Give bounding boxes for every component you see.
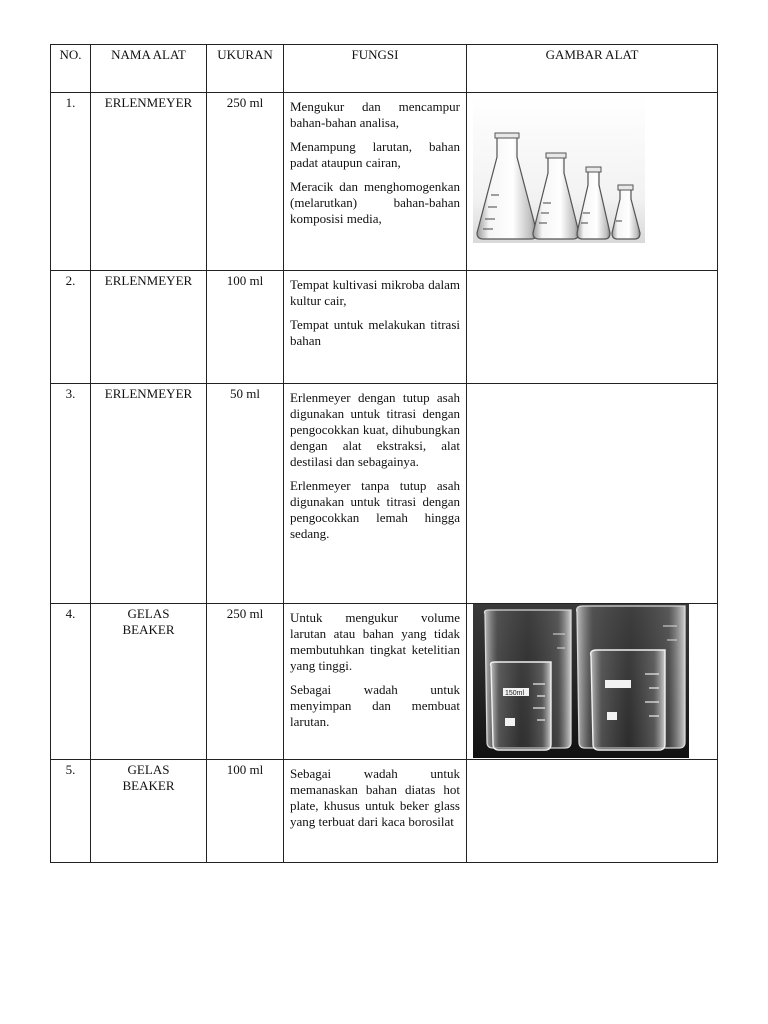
tool-size: 100 ml <box>206 271 283 383</box>
table-row <box>51 92 717 270</box>
function-text: Sebagai wadah untuk menyimpan dan membuat larutan. <box>290 682 460 729</box>
tool-name-line: GELAS <box>127 762 170 777</box>
tool-size: 250 ml <box>206 93 283 270</box>
tool-image-cell <box>466 93 717 270</box>
tool-function <box>283 271 466 383</box>
tool-function <box>283 760 466 862</box>
tool-name <box>90 604 206 759</box>
tool-function <box>283 604 466 759</box>
header-gambar-alat: GAMBAR ALAT <box>466 45 717 92</box>
tool-image-cell <box>466 271 717 383</box>
tool-name-line: GELAS <box>127 606 170 621</box>
row-number: 3. <box>65 386 76 401</box>
table-row <box>51 383 717 603</box>
tool-name: ERLENMEYER <box>90 271 206 383</box>
beaker-label-text: 150ml <box>505 690 525 697</box>
row-number: 4. <box>65 606 76 621</box>
function-text: Menampung larutan, bahan padat ataupun cairan, <box>290 139 460 170</box>
function-text: Untuk mengukur volume larutan atau bahan yang tidak membutuhkan tingkat ketelitian yang tinggi. <box>290 610 460 673</box>
tool-image-cell <box>466 760 717 862</box>
row-number: 1. <box>65 95 76 110</box>
tool-name: ERLENMEYER <box>90 384 206 603</box>
tool-image-cell <box>466 604 717 759</box>
table-row <box>51 270 717 383</box>
function-text: Erlenmeyer tanpa tutup asah digunakan untuk titrasi dengan pengocokkan lemah hingga sedang. <box>290 478 460 541</box>
header-no: NO. <box>59 47 82 62</box>
function-text: Sebagai wadah untuk memanaskan bahan diatas hot plate, khusus untuk beker glass yang terbuat dari kaca borosilat <box>290 766 460 829</box>
equipment-table <box>50 44 718 863</box>
tool-name: ERLENMEYER <box>90 93 206 270</box>
tool-size: 250 ml <box>206 604 283 759</box>
function-text: Mengukur dan mencampur bahan-bahan analisa, <box>290 99 460 130</box>
beaker-glasses-photo <box>473 604 689 758</box>
table-row <box>51 759 717 862</box>
tool-name <box>90 760 206 862</box>
tool-image-cell <box>466 384 717 603</box>
table-header-row <box>51 45 717 92</box>
row-number: 2. <box>65 273 76 288</box>
tool-name-line: BEAKER <box>122 778 175 793</box>
table-row <box>51 603 717 759</box>
function-text: Erlenmeyer dengan tutup asah digunakan untuk titrasi dengan pengocokkan kuat, dihubungkan dengan alat ekstraksi, alat destilasi dan sebagainya. <box>290 390 460 469</box>
erlenmeyer-flasks-photo <box>473 95 645 243</box>
function-text: Meracik dan menghomogenkan (melarutkan) bahan-bahan komposisi media, <box>290 179 460 226</box>
tool-name-line: BEAKER <box>122 622 175 637</box>
header-nama-alat: NAMA ALAT <box>90 45 206 92</box>
tool-function <box>283 93 466 270</box>
function-text: Tempat kultivasi mikroba dalam kultur cair, <box>290 277 460 308</box>
tool-size: 50 ml <box>206 384 283 603</box>
tool-size: 100 ml <box>206 760 283 862</box>
header-ukuran: UKURAN <box>206 45 283 92</box>
function-text: Tempat untuk melakukan titrasi bahan <box>290 317 460 348</box>
header-fungsi: FUNGSI <box>283 45 466 92</box>
row-number: 5. <box>65 762 76 777</box>
tool-function <box>283 384 466 603</box>
